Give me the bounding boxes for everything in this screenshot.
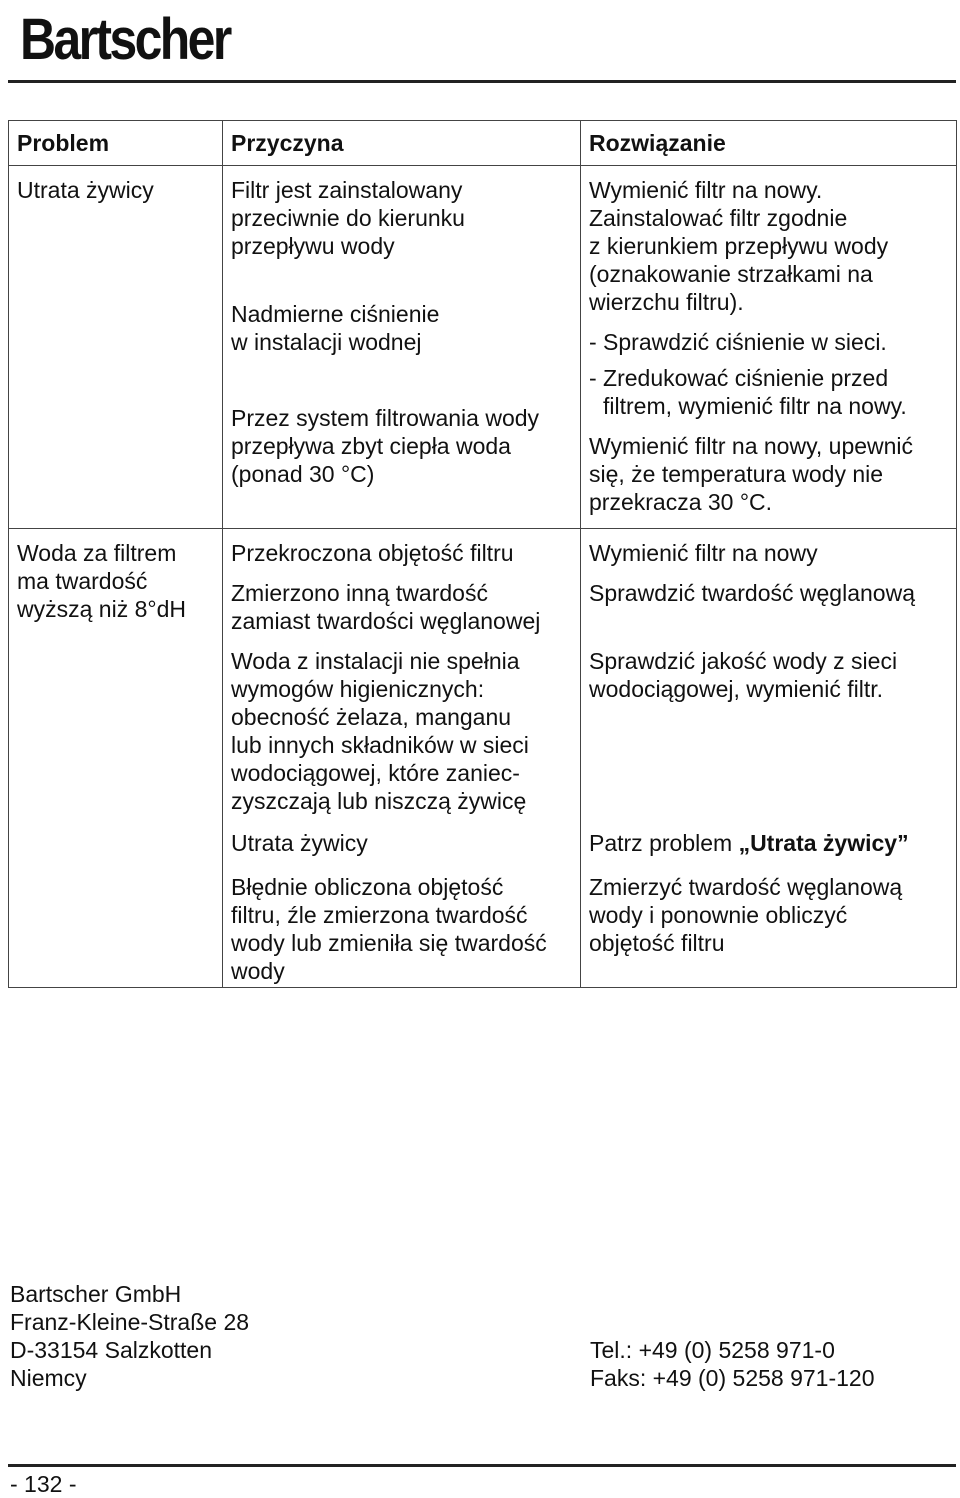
cause-text: Utrata żywicy bbox=[231, 830, 368, 856]
troubleshooting-table bbox=[8, 120, 957, 988]
company-street: Franz-Kleine-Straße 28 bbox=[10, 1309, 250, 1335]
cause-text: Błędnie obliczona objętość filtru, źle zmierzona twardość wody lub zmieniła się twardość wody bbox=[231, 874, 547, 984]
brand-logo bbox=[12, 4, 242, 72]
brand-logo-text: Bartscher bbox=[20, 7, 230, 72]
solution-text: Wymienić filtr na nowy, upewnić się, że temperatura wody nie przekracza 30 °C. bbox=[589, 433, 914, 515]
footer-rule bbox=[8, 1464, 956, 1467]
table-row bbox=[9, 166, 957, 529]
page-number: - 132 - bbox=[10, 1471, 77, 1497]
company-country: Niemcy bbox=[10, 1365, 87, 1391]
company-fax: Faks: +49 (0) 5258 971-120 bbox=[590, 1365, 875, 1391]
solution-text: Sprawdzić jakość wody z sieci wodociągowej, wymienić filtr. bbox=[589, 648, 898, 702]
company-address bbox=[10, 1280, 249, 1392]
problem-text: Utrata żywicy bbox=[17, 177, 154, 203]
problem-reference: „Utrata żywicy” bbox=[738, 830, 909, 856]
solution-text: - Sprawdzić ciśnienie w sieci. bbox=[589, 329, 887, 355]
cause-text: Przez system filtrowania wody przepływa zbyt ciepła woda (ponad 30 °C) bbox=[231, 405, 540, 487]
table-row bbox=[9, 529, 957, 988]
cause-cell bbox=[223, 166, 581, 529]
table-header-row bbox=[9, 121, 957, 166]
problem-cell bbox=[9, 529, 223, 988]
solution-text: Wymienić filtr na nowy. Zainstalować filtr zgodnie z kierunkiem przepływu wody (oznakowanie strzałkami na wierzchu filtru). bbox=[589, 177, 889, 315]
problem-cell bbox=[9, 166, 223, 529]
cause-text: Filtr jest zainstalowany przeciwnie do kierunku przepływu wody bbox=[231, 177, 465, 259]
cause-text: Zmierzono inną twardość zamiast twardości węglanowej bbox=[231, 580, 541, 634]
solution-text: Zmierzyć twardość węglanową wody i ponownie obliczyć objętość filtru bbox=[589, 874, 903, 956]
cause-text: Przekroczona objętość filtru bbox=[231, 540, 514, 566]
solution-text bbox=[589, 829, 948, 873]
header-rule bbox=[8, 80, 956, 83]
cause-cell bbox=[223, 529, 581, 988]
solution-text: filtrem, wymienić filtr na nowy. bbox=[603, 393, 907, 419]
solution-text: Wymienić filtr na nowy bbox=[589, 540, 818, 566]
cause-text: Nadmierne ciśnienie w instalacji wodnej bbox=[231, 301, 440, 355]
header-solution: Rozwiązanie bbox=[581, 121, 957, 166]
problem-text: Woda za filtrem ma twardość wyższą niż 8°dH bbox=[17, 540, 186, 622]
solution-cell bbox=[581, 529, 957, 988]
solution-text: - Zredukować ciśnienie przed bbox=[589, 365, 889, 391]
company-phone: Tel.: +49 (0) 5258 971-0 bbox=[590, 1337, 835, 1363]
cause-text: Woda z instalacji nie spełnia wymogów higienicznych: obecność żelaza, manganu lub innych składników w sieci wodociągowej, które zaniec- zyszczają lub niszczą żywicę bbox=[231, 648, 529, 814]
company-name: Bartscher GmbH bbox=[10, 1281, 182, 1307]
solution-prefix: Patrz problem bbox=[589, 830, 739, 856]
company-contact bbox=[590, 1336, 875, 1392]
solution-text: Sprawdzić twardość węglanową bbox=[589, 580, 915, 606]
company-city: D-33154 Salzkotten bbox=[10, 1337, 213, 1363]
solution-cell bbox=[581, 166, 957, 529]
header-cause: Przyczyna bbox=[223, 121, 581, 166]
header-problem: Problem bbox=[9, 121, 223, 166]
